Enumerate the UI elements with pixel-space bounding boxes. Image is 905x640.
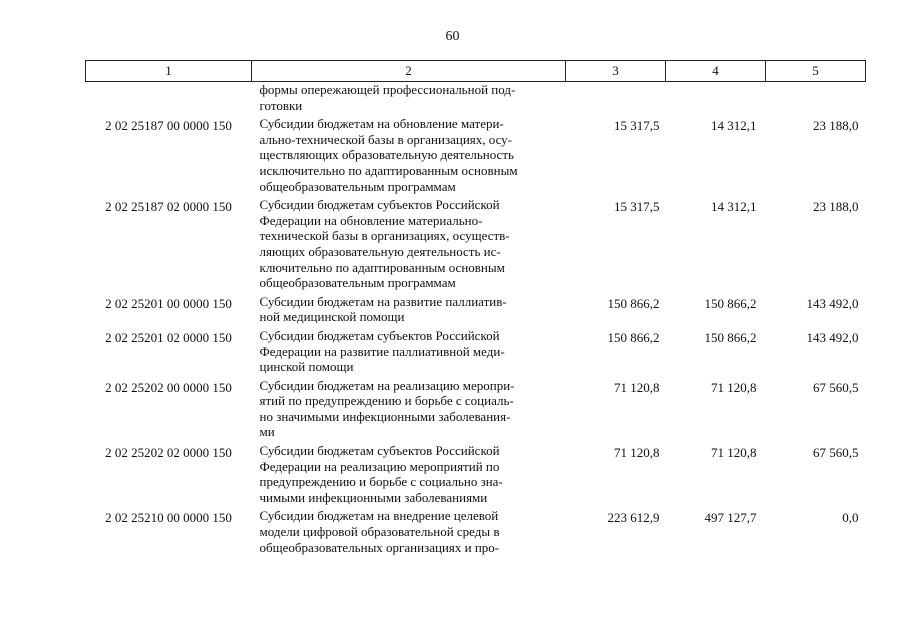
row-description: Субсидии бюджетам на развитие паллиатив- ной медицинской помощи [259,293,507,325]
header-col-4: 4 [666,61,766,82]
row-value-col-4: 497 127,7 [704,510,757,526]
row-value-col-5: 143 492,0 [806,329,859,345]
row-value-col-3: 71 120,8 [614,379,660,395]
row-value-col-3: 150 866,2 [607,295,660,311]
row-description: Субсидии бюджетам субъектов Российской Федерации на обновление материально- технической базы в организациях, осуществ- ляющих образовательную деятельность ис- ключительно по адаптированным основным общеобразовательным программам [259,197,510,291]
row-value-col-3: 15 317,5 [614,118,660,134]
row-description: Субсидии бюджетам субъектов Российской Федерации на реализацию мероприятий по предупреждению и борьбе с социально зна- чимыми инфекционными заболеваниями [259,443,503,505]
row-value-col-4: 71 120,8 [711,445,757,461]
row-value-col-5: 67 560,5 [813,445,859,461]
row-value-col-5: 0,0 [842,510,859,526]
table-row [86,197,866,294]
table-row [86,116,866,197]
budget-revenue-table [85,60,866,558]
row-value-col-5: 23 188,0 [813,118,859,134]
row-value-col-5: 67 560,5 [813,379,859,395]
row-value-col-4: 150 866,2 [704,329,757,345]
row-code: 2 02 25201 02 0000 150 [105,329,232,345]
row-value-col-5: 23 188,0 [813,199,859,215]
row-description: Субсидии бюджетам на обновление матери- ально-технической базы в организациях, осу- ществляющих образовательную деятельность исключительно по адаптированным основным общеобразовательным программам [259,116,518,194]
row-description: Субсидии бюджетам субъектов Российской Федерации на развитие паллиативной меди- цинской помощи [259,327,505,375]
row-code: 2 02 25187 00 0000 150 [105,118,232,134]
row-value-col-3: 71 120,8 [614,445,660,461]
row-code: 2 02 25202 02 0000 150 [105,445,232,461]
table-row [86,378,866,443]
row-value-col-4: 150 866,2 [704,295,757,311]
table-row [86,328,866,378]
row-description: Субсидии бюджетам на реализацию меропри- ятий по предупреждению и борьбе с социаль- но значимыми инфекционными заболевания- ми [259,377,515,440]
row-value-col-3: 150 866,2 [607,329,660,345]
row-code: 2 02 25201 00 0000 150 [105,295,232,311]
continuation-text: формы опережающей профессиональной под- готовки [259,82,516,113]
row-value-col-4: 71 120,8 [711,379,757,395]
row-value-col-3: 223 612,9 [607,510,660,526]
table-row [86,508,866,558]
header-col-1: 1 [86,61,252,82]
header-col-2: 2 [252,61,566,82]
header-row [86,61,866,82]
continuation-row [86,82,866,117]
row-code: 2 02 25210 00 0000 150 [105,510,232,526]
row-value-col-5: 143 492,0 [806,295,859,311]
row-value-col-4: 14 312,1 [711,118,757,134]
table-row [86,294,866,328]
header-col-5: 5 [766,61,866,82]
row-code: 2 02 25187 02 0000 150 [105,199,232,215]
row-description: Субсидии бюджетам на внедрение целевой модели цифровой образовательной среды в общеобразовательных организациях и про- [259,508,500,555]
header-col-3: 3 [566,61,666,82]
row-code: 2 02 25202 00 0000 150 [105,379,232,395]
row-value-col-3: 15 317,5 [614,199,660,215]
row-value-col-4: 14 312,1 [711,199,757,215]
page-number: 60 [445,29,460,44]
table-row [86,443,866,508]
